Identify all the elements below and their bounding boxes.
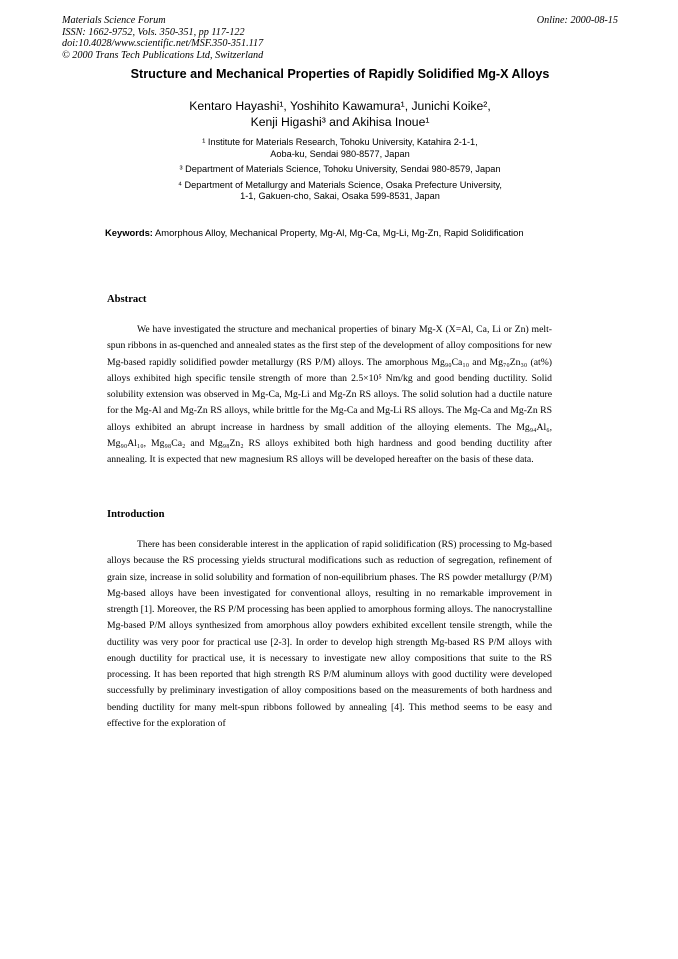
doi-link[interactable]: doi:10.4028/www.scientific.net/MSF.350-351.117 <box>62 38 264 49</box>
online-date: Online: 2000-08-15 <box>536 15 618 26</box>
keywords <box>105 227 565 239</box>
author-list <box>62 98 618 130</box>
journal-header <box>62 15 618 61</box>
introduction-paragraph: There has been considerable interest in the application of rapid solidification (RS) processing to Mg-based alloys because the RS processing yields structural modifications such as reduction of segregation, refinement of grain size, increase in solid solubility and formation of non-equilibrium phases. The RS powder metallurgy (P/M) Mg-based alloys have been investigated for conventional alloys, resulting in no remarkable improvement in strength [1]. Moreover, the RS P/M processing has been applied to amorphous forming alloys. The nanocrystalline Mg-based P/M alloys synthesized from amorphous alloy powders exhibited excellent tensile strength, while the ductility was very poor for practical use [2-3]. In order to develop high strength Mg-based RS P/M alloys with enough ductility for practical use, it is necessary to investigate new alloy compositions that suite to the RS processing. It has been reported that high strength RS P/M aluminum alloys with good ductility were developed successfully by preliminary investigation of alloy compositions based on the measurements of both hardness and bending ductility for many melt-spun ribbons followed by annealing [4]. This method seems to be easy and effective for the exploration of <box>107 539 552 729</box>
keywords-text: Amorphous Alloy, Mechanical Property, Mg-Al, Mg-Ca, Mg-Li, Mg-Zn, Rapid Solidification <box>155 227 524 238</box>
abstract-paragraph: We have investigated the structure and mechanical properties of binary Mg-X (X=Al, Ca, Li or Zn) melt-spun ribbons in as-quenched and annealed states as the first step of the development of alloy compositions for new Mg-based rapidly solidified powder metallurgy (RS P/M) alloys. The amorphous Mg₉₀Ca₁₀ and Mg₇₀Zn₃₀ (at%) alloys exhibited high specific tensile strength of more than 2.5×10⁵ Nm/kg and good bending ductility. Solid solubility extension was observed in Mg-Ca, Mg-Li and Mg-Zn RS alloys. The solid solution had a ductile nature for the Mg-Al and Mg-Zn RS alloys, while brittle for the Mg-Ca and Mg-Li RS alloys. The Mg-Ca and Mg-Zn RS alloys exhibited an abrupt increase in hardness by small addition of the alloying elements. The Mg₉₄Al₆, Mg₉₀Al₁₀, Mg₉₈Ca₂ and Mg₉₈Zn₂ RS alloys exhibited both high hardness and good bending ductility after annealing. It is expected that new magnesium RS alloys will be developed hereafter on the basis of these data. <box>107 324 552 465</box>
affiliation-line: 1-1, Gakuen-cho, Sakai, Osaka 599-8531, Japan <box>240 191 440 202</box>
author-line: Kentaro Hayashi¹, Yoshihito Kawamura¹, Junichi Koike², <box>189 99 491 113</box>
abstract-heading: Abstract <box>107 294 147 305</box>
affiliation <box>62 180 618 203</box>
paper-title: Structure and Mechanical Properties of Rapidly Solidified Mg-X Alloys <box>130 67 550 81</box>
introduction-body <box>107 537 552 732</box>
affiliation <box>62 164 618 176</box>
issn-line: ISSN: 1662-9752, Vols. 350-351, pp 117-122 <box>62 26 245 38</box>
abstract-body <box>107 322 552 468</box>
affiliation-list <box>62 137 618 207</box>
introduction-heading: Introduction <box>107 509 165 520</box>
journal-name: Materials Science Forum <box>62 15 166 26</box>
copyright-line: © 2000 Trans Tech Publications Ltd, Switzerland <box>62 49 264 61</box>
affiliation-line: Aoba-ku, Sendai 980-8577, Japan <box>270 148 410 159</box>
affiliation-line: ⁴ Department of Metallurgy and Materials Science, Osaka Prefecture University, <box>178 179 502 190</box>
affiliation-line: ³ Department of Materials Science, Tohoku University, Sendai 980-8579, Japan <box>179 164 501 175</box>
affiliation-line: ¹ Institute for Materials Research, Tohoku University, Katahira 2-1-1, <box>202 137 478 147</box>
author-line: Kenji Higashi³ and Akihisa Inoue¹ <box>250 115 430 129</box>
affiliation <box>62 137 618 160</box>
keywords-label: Keywords: <box>105 227 153 238</box>
